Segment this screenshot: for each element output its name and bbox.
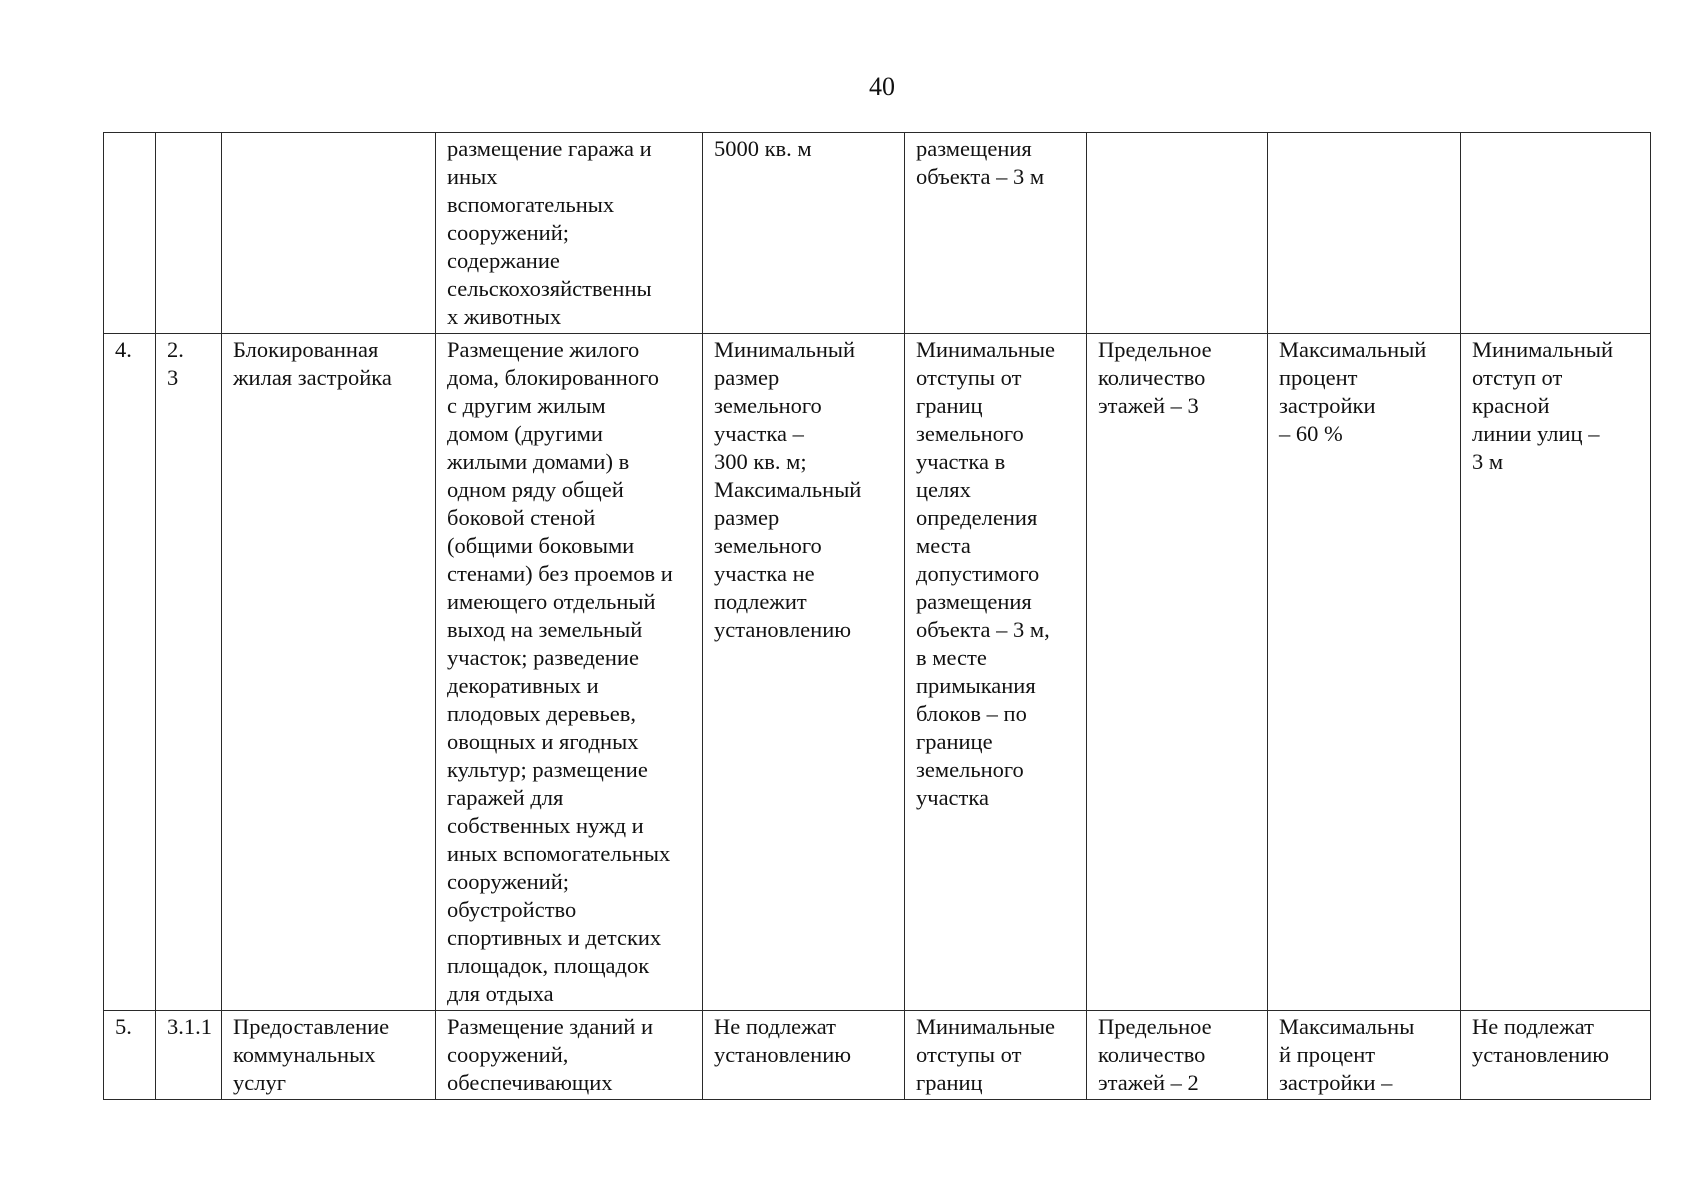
coverage-cell: Максимальный процент застройки – 60 % xyxy=(1268,334,1461,1011)
use-code-cell xyxy=(156,133,222,334)
plot-size-cell: Не подлежат установлению xyxy=(703,1011,905,1100)
use-description-cell: размещение гаража и иных вспомогательных сооружений; содержание сельскохозяйственны х животных xyxy=(436,133,703,334)
table-row xyxy=(104,334,1651,1011)
coverage-cell xyxy=(1268,133,1461,334)
floors-cell: Предельное количество этажей – 2 xyxy=(1087,1011,1268,1100)
page-number: 40 xyxy=(869,72,895,101)
red-line-setback-cell: Минимальный отступ от красной линии улиц – 3 м xyxy=(1461,334,1651,1011)
row-number-cell: 4. xyxy=(104,334,156,1011)
use-name-cell: Блокированная жилая застройка xyxy=(222,334,436,1011)
setbacks-cell: Минимальные отступы от границ земельного участка в целях определения места допустимого размещения объекта – 3 м, в месте примыкания блоков – по границе земельного участка xyxy=(905,334,1087,1011)
use-name-cell xyxy=(222,133,436,334)
floors-cell xyxy=(1087,133,1268,334)
floors-cell: Предельное количество этажей – 3 xyxy=(1087,334,1268,1011)
use-name-cell: Предоставление коммунальных услуг xyxy=(222,1011,436,1100)
plot-size-cell: Минимальный размер земельного участка – 300 кв. м; Максимальный размер земельного участка не подлежит установлению xyxy=(703,334,905,1011)
use-description-cell: Размещение зданий и сооружений, обеспечивающих xyxy=(436,1011,703,1100)
row-number-cell: 5. xyxy=(104,1011,156,1100)
table-row xyxy=(104,1011,1651,1100)
row-number-cell xyxy=(104,133,156,334)
zoning-regulations-table xyxy=(103,132,1651,1100)
table-row xyxy=(104,133,1651,334)
setbacks-cell: Минимальные отступы от границ xyxy=(905,1011,1087,1100)
use-code-cell: 2. 3 xyxy=(156,334,222,1011)
use-description-cell: Размещение жилого дома, блокированного с другим жилым домом (другими жилыми домами) в одном ряду общей боковой стеной (общими боковыми стенами) без проемов и имеющего отдельный выход на земельный участок; разведение декоративных и плодовых деревьев, овощных и ягодных культур; размещение гаражей для собственных нужд и иных вспомогательных сооружений; обустройство спортивных и детских площадок, площадок для отдыха xyxy=(436,334,703,1011)
use-code-cell: 3.1.1 xyxy=(156,1011,222,1100)
setbacks-cell: размещения объекта – 3 м xyxy=(905,133,1087,334)
red-line-setback-cell xyxy=(1461,133,1651,334)
plot-size-cell: 5000 кв. м xyxy=(703,133,905,334)
red-line-setback-cell: Не подлежат установлению xyxy=(1461,1011,1651,1100)
coverage-cell: Максимальны й процент застройки – xyxy=(1268,1011,1461,1100)
